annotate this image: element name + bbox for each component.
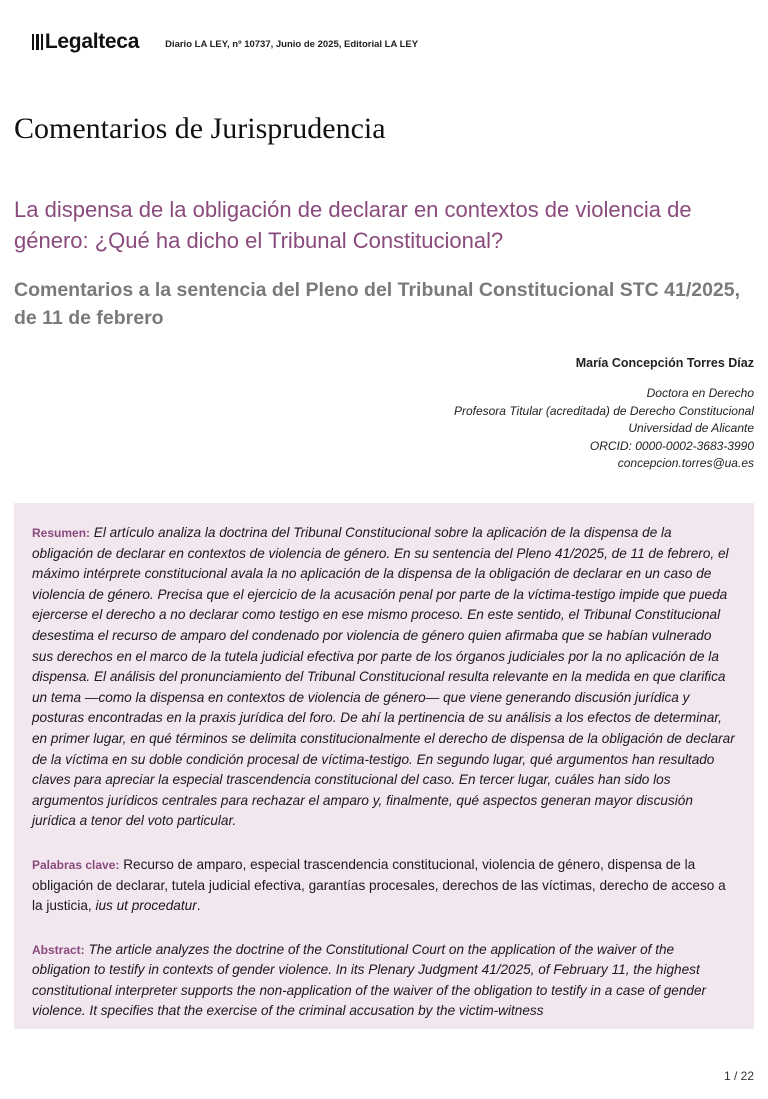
article-subtitle: Comentarios a la sentencia del Pleno del Tribunal Constitucional STC 41/2025, de 11 de febrero [14,279,741,329]
resumen-paragraph [32,523,736,832]
keywords-paragraph [32,855,736,917]
author-position: Profesora Titular (acreditada) de Derecho Constitucional [453,403,754,418]
author-name: María Concepción Torres Díaz [575,356,754,370]
abstract-paragraph [32,940,736,1022]
page-header [32,30,418,54]
abstract-label: Abstract: [32,942,85,957]
keywords-text: Recurso de amparo, especial trascendencia constitucional, violencia de género, dispensa de la obligación de declarar, tutela judicial efectiva, garantías procesales, derechos de las víctimas, derecho de acceso a la justicia, [32,856,726,914]
logo-text: Legalteca [44,30,140,53]
resumen-label: Resumen: [32,526,91,540]
keywords-end: . [196,898,201,914]
abstract-text: The article analyzes the doctrine of the Constitutional Court on the application of the waiver of the obligation to testify in contexts of gender violence. In its Plenary Judgment 41/2025, of February 11, the highest constitutional interpreter supports the non-application of the waiver of the obligation to testify in a case of gender violence. It specifies that the exercise of the criminal accusation by the victim-witness [32,941,707,1019]
keywords-label: Palabras clave: [32,857,120,872]
abstract-box [14,503,754,1029]
resumen-text: El artículo analiza la doctrina del Tribunal Constitucional sobre la aplicación de la dispensa de la obligación de declarar en contextos de violencia de género. En su sentencia del Pleno 41/2025, de 11 de febrero, el máximo intérprete constitucional avala la no aplicación de la dispensa de la obligación de declarar en un caso de violencia de género. Precisa que el ejercicio de la acusación penal por parte de la víctima-testigo impide que pueda ejercerse el derecho a no declarar como testigo en ese mismo proceso. En este sentido, el Tribunal Constitucional desestima el recurso de amparo del condenado por violencia de género quien afirmaba que se habían vulnerado sus derechos en el marco de la tutela judicial efectiva por parte de los órganos judiciales por la no aplicación de la dispensa. El análisis del pronunciamiento del Tribunal Constitucional resulta relevante en la medida en que clarifica un tema —como la dispensa en contextos de violencia de género— que viene generando discusión jurídica y posturas encontradas en la praxis jurídica del foro. De ahí la pertinencia de su análisis a los efectos de determinar, en primer lugar, en qué términos se delimita constitucionalmente el derecho de dispensa de la obligación de declarar de la víctima en su doble condición procesal de víctima-testigo. En segundo lugar, qué argumentos han resultado claves para apreciar la especial trascendencia constitucional del caso. En tercer lugar, cuáles han sido los argumentos jurídicos centrales para rechazar el amparo y, finalmente, qué aspectos generan mayor discusión jurídica a tenor del voto particular. [32,525,735,829]
author-orcid: ORCID: 0000-0002-3683-3990 [589,438,754,453]
page-number: 1 / 22 [723,1069,754,1083]
author-degree: Doctora en Derecho [646,386,754,400]
article-title: La dispensa de la obligación de declarar en contextos de violencia de género: ¿Qué ha dicho el Tribunal Constitucional? [14,197,692,253]
section-title: Comentarios de Jurisprudencia [14,112,386,145]
author-university: Universidad de Alicante [628,421,754,435]
keywords-latin-term: ius ut procedatur [95,898,197,914]
author-email: concepcion.torres@ua.es [617,456,754,470]
document-reference: Diario LA LEY, nº 10737, Junio de 2025, Editorial LA LEY [165,39,419,50]
legalteca-logo [32,30,139,54]
author-block [454,356,754,473]
logo-bars-icon [32,34,43,50]
